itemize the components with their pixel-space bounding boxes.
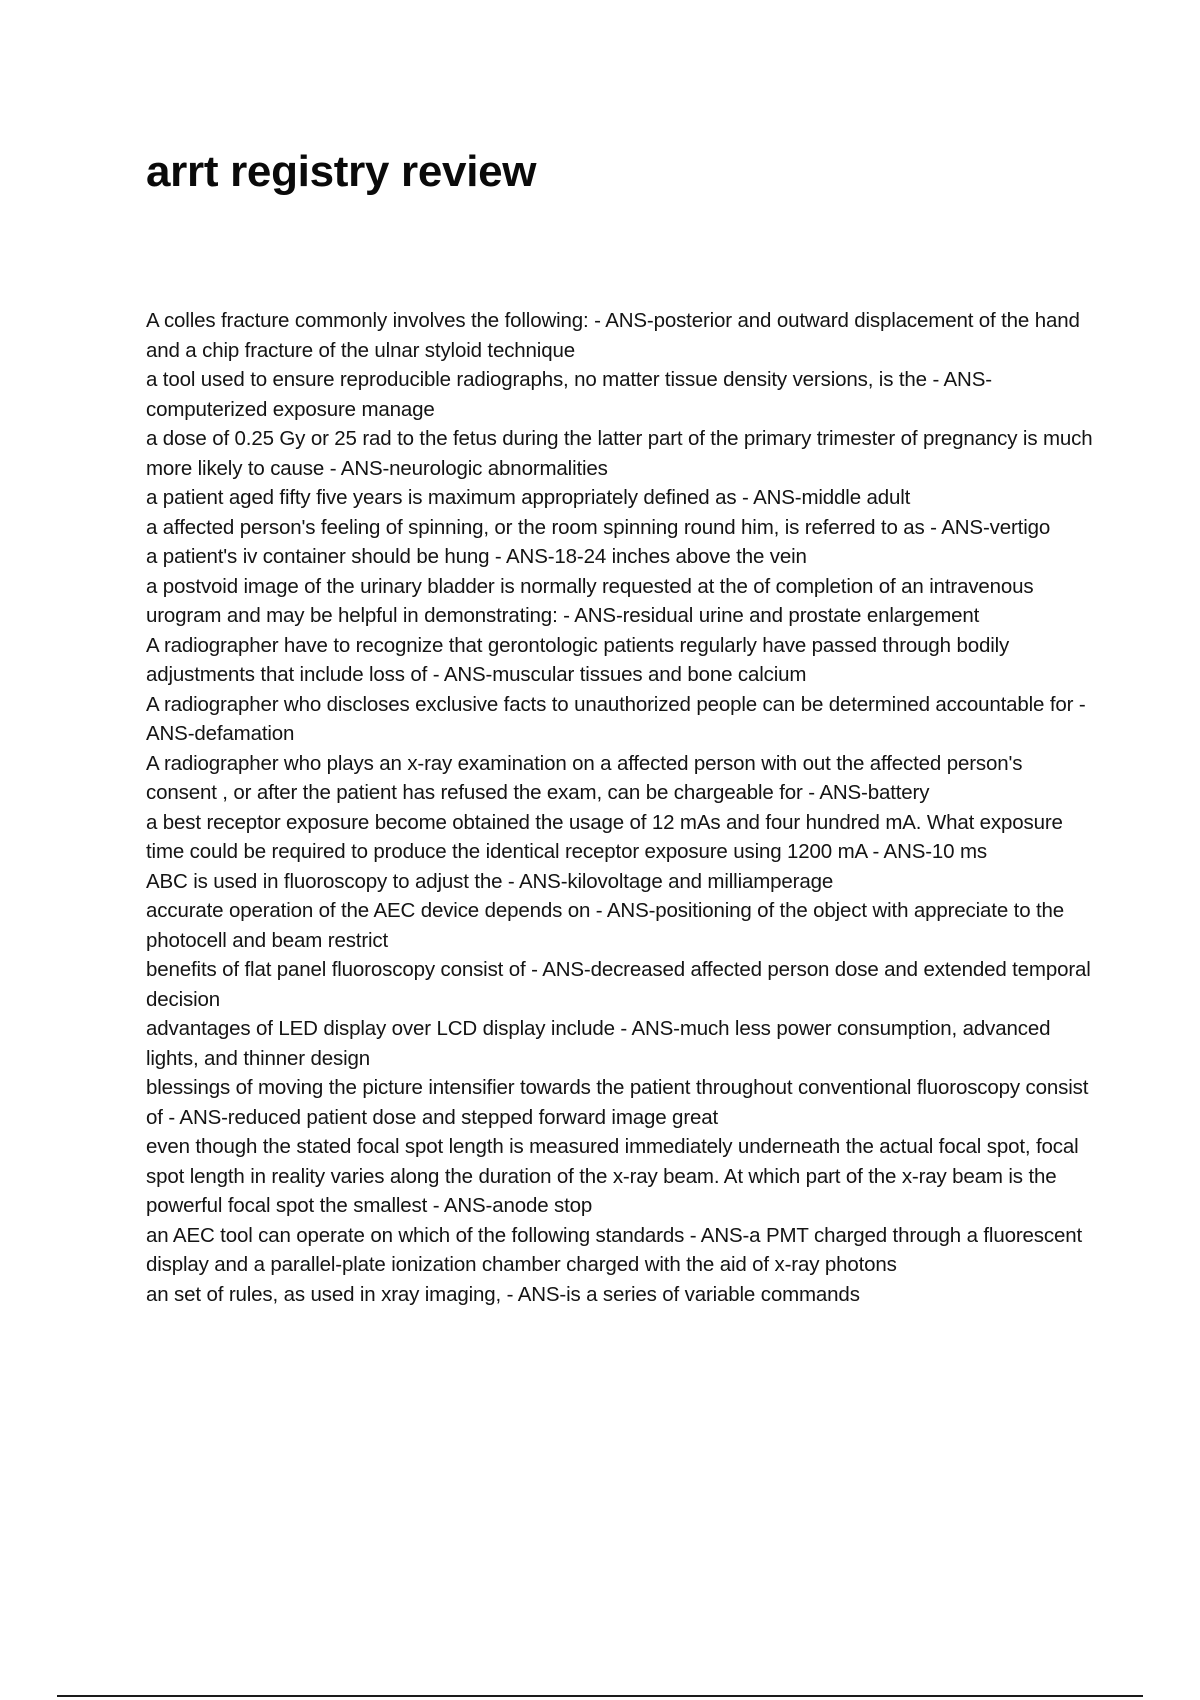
qa-entry: a tool used to ensure reproducible radiographs, no matter tissue density versions, is the - ANS-computerized exposure manage	[146, 368, 992, 421]
qa-entry-list	[146, 306, 1096, 1309]
qa-entry: accurate operation of the AEC device depends on - ANS-positioning of the object with appreciate to the photocell and beam restrict	[146, 899, 1065, 952]
qa-entry: ABC is used in fluoroscopy to adjust the - ANS-kilovoltage and milliamperage	[146, 869, 834, 893]
qa-entry: A radiographer have to recognize that gerontologic patients regularly have passed through bodily adjustments that include loss of - ANS-muscular tissues and bone calcium	[146, 633, 1010, 686]
qa-entry: a patient's iv container should be hung - ANS-18-24 inches above the vein	[146, 545, 807, 568]
qa-entry: an set of rules, as used in xray imaging, - ANS-is a series of variable commands	[146, 1282, 860, 1306]
qa-entry: a affected person's feeling of spinning, or the room spinning round him, is referred to as - ANS-vertigo	[146, 515, 1051, 539]
qa-entry: A radiographer who discloses exclusive facts to unauthorized people can be determined accountable for - ANS-defamation	[146, 692, 1086, 745]
qa-entry: a dose of 0.25 Gy or 25 rad to the fetus during the latter part of the primary trimester of pregnancy is much more likely to cause - ANS-neurologic abnormalities	[146, 427, 1093, 480]
qa-entry: advantages of LED display over LCD display include - ANS-much less power consumption, advanced lights, and thinner design	[146, 1017, 1051, 1070]
qa-entry: a postvoid image of the urinary bladder is normally requested at the of completion of an intravenous urogram and may be helpful in demonstrating: - ANS-residual urine and prostate enlargement	[146, 574, 1034, 627]
qa-entry: a patient aged fifty five years is maximum appropriately defined as - ANS-middle adult	[146, 486, 911, 509]
qa-entry: A colles fracture commonly involves the following: - ANS-posterior and outward displacement of the hand and a chip fracture of the ulnar styloid technique	[146, 309, 1080, 362]
qa-entry: A radiographer who plays an x-ray examination on a affected person with out the affected person's consent , or after the patient has refused the exam, can be chargeable for - ANS-battery	[146, 751, 1023, 804]
document-title: arrt registry review	[146, 147, 537, 196]
qa-entry: blessings of moving the picture intensifier towards the patient throughout conventional fluoroscopy consist of - ANS-reduced patient dose and stepped forward image great	[146, 1076, 1089, 1129]
page-bottom-rule	[57, 1695, 1143, 1697]
qa-entry: benefits of flat panel fluoroscopy consist of - ANS-decreased affected person dose and extended temporal decision	[146, 958, 1091, 1011]
qa-entry: an AEC tool can operate on which of the following standards - ANS-a PMT charged through a fluorescent display and a parallel-plate ionization chamber charged with the aid of x-ray photons	[146, 1223, 1082, 1276]
qa-entry: even though the stated focal spot length is measured immediately underneath the actual focal spot, focal spot length in reality varies along the duration of the x-ray beam. At which part of the x-ray beam is the powerful focal spot the smallest - ANS-anode stop	[146, 1135, 1079, 1217]
qa-entry: a best receptor exposure become obtained the usage of 12 mAs and four hundred mA. What exposure time could be required to produce the identical receptor exposure using 1200 mA - ANS-10 ms	[146, 810, 1063, 863]
